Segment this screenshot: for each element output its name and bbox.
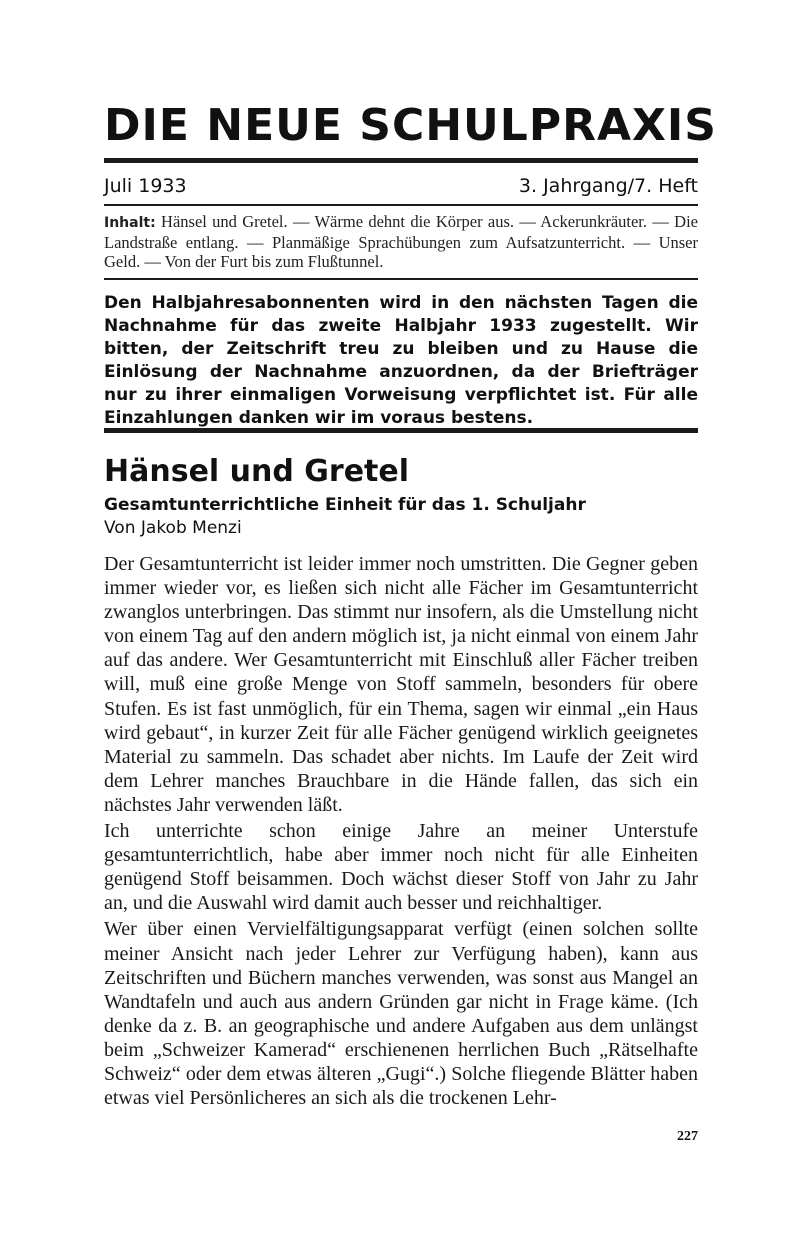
article-body: [104, 552, 698, 1110]
masthead-title: DIE NEUE SCHULPRAXIS: [104, 100, 717, 151]
article-subtitle: Gesamtunterrichtliche Einheit für das 1. Schuljahr: [104, 495, 586, 515]
notice-rule: [104, 428, 698, 433]
subscriber-notice: Den Halbjahresabonnenten wird in den nächsten Tagen die Nachnahme für das zweite Halbjahr 1933 zugestellt. Wir bitten, der Zeitschrift treu zu bleiben und zu Hause die Einlösung der Nachnahme anzuordnen, da der Briefträger nur zu ihrer einmaligen Vorweisung verpflichtet ist. Für alle Einzahlungen danken wir im voraus bestens.: [104, 293, 698, 428]
contents-rule: [104, 278, 698, 280]
page-number: 227: [677, 1129, 698, 1144]
article-title: Hänsel und Gretel: [104, 454, 410, 489]
masthead-rule-top: [104, 158, 698, 163]
issue-date: Juli 1933: [104, 175, 187, 197]
article-author: Von Jakob Menzi: [104, 518, 242, 538]
issue-volume: 3. Jahrgang/7. Heft: [518, 175, 698, 197]
article-paragraph: Ich unterrichte schon einige Jahre an meiner Unterstufe gesamtunterrichtlich, habe aber immer noch nicht für alle Einheiten genügend Stoff beisammen. Doch wächst dieser Stoff von Jahr zu Jahr an, und die Auswahl wird damit auch besser und reichhaltiger.: [104, 820, 698, 915]
contents-label: Inhalt:: [104, 215, 156, 231]
article-paragraph: Der Gesamtunterricht ist leider immer noch umstritten. Die Gegner geben immer wieder vor, es ließen sich nicht alle Fächer im Gesamtunterricht zwanglos unterbringen. Das stimmt nur insofern, als die Umstellung nicht von einem Tag auf den andern möglich ist, ja nicht einmal von einem Jahr auf das andere. Wer Gesamtunterricht mit Einschluß aller Fächer treiben will, muß eine große Menge von Stoff sammeln, besonders für obere Stufen. Es ist fast unmöglich, für ein Thema, sagen wir einmal „ein Haus wird gebaut“, in kurzer Zeit für alle Fächer genügend wirklich geeignetes Material zu sammeln. Das schadet aber nichts. Im Laufe der Zeit wird dem Lehrer manches Brauchbare in die Hände fallen, das sich ein nächstes Jahr verwenden läßt.: [104, 553, 698, 816]
table-of-contents: [104, 212, 698, 271]
article-paragraph: Wer über einen Vervielfältigungsapparat verfügt (einen solchen sollte meiner Ansicht nach jeder Lehrer zur Verfügung haben), kann aus Zeitschriften und Büchern manches verwenden, was sonst aus Mangel an Wandtafeln und auch aus andern Gründen gar nicht in Frage käme. (Ich denke da z. B. an geographische und andere Aufgaben aus dem unlängst beim „Schweizer Kamerad“ erschienenen herrlichen Buch „Rätselhafte Schweiz“ oder dem etwas älteren „Gugi“.) Solche fliegende Blätter haben etwas viel Persönlicheres an sich als die trockenen Lehr-: [104, 918, 698, 1110]
issue-rule: [104, 204, 698, 206]
contents-text: Hänsel und Gretel. — Wärme dehnt die Körper aus. — Ackerunkräuter. — Die Landstraße entlang. — Planmäßige Sprachübungen zum Aufsatzunterricht. — Unser Geld. — Von der Furt bis zum Flußtunnel.: [104, 212, 699, 271]
